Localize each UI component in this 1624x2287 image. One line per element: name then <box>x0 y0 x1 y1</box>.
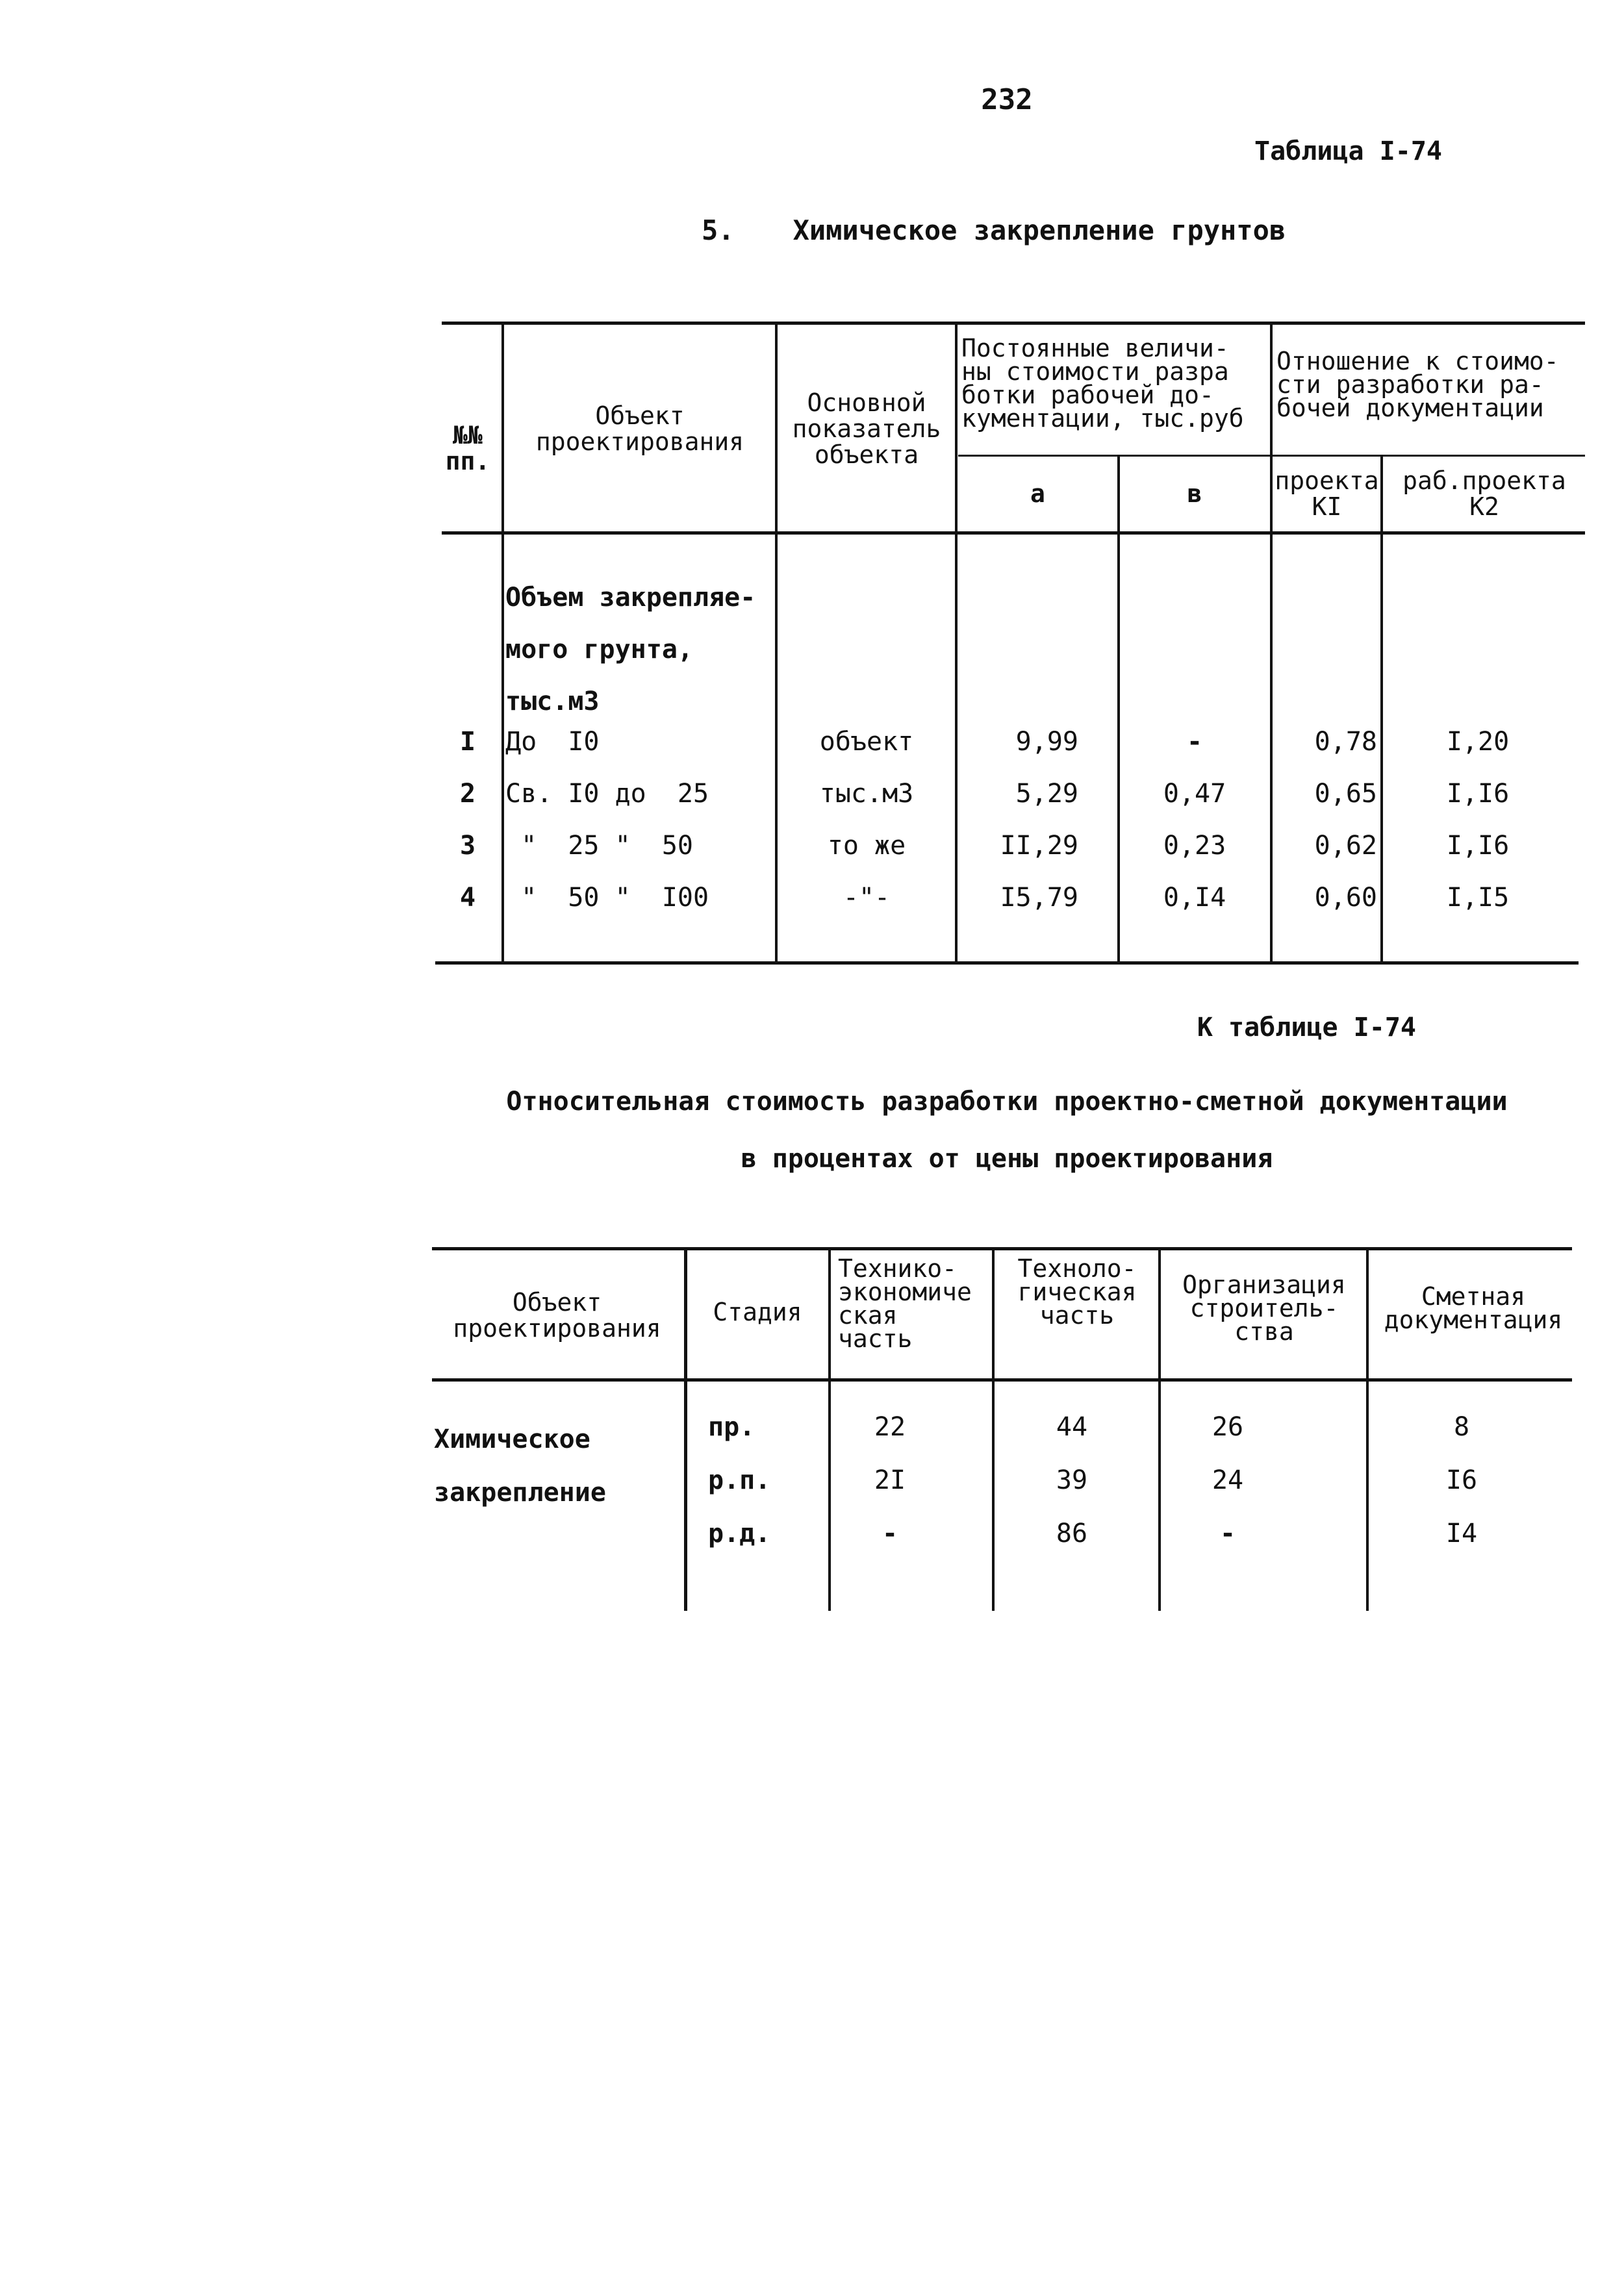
row-technological: 39 <box>1056 1465 1088 1495</box>
row-b: 0,23 <box>1163 831 1226 861</box>
row-construction: 24 <box>1212 1465 1244 1495</box>
table2-col-divider <box>684 1247 687 1611</box>
row-k1: 0,62 <box>1314 831 1377 861</box>
row-number: 2 <box>459 779 476 809</box>
row-technological: 44 <box>1056 1412 1088 1442</box>
header-construction: Организация строитель- ства <box>1182 1270 1346 1346</box>
row-estimate: I4 <box>1445 1519 1478 1548</box>
appendix-reference: К таблице I-74 <box>1197 1013 1416 1042</box>
row-indicator: -"- <box>843 883 891 913</box>
row-number: 4 <box>459 883 476 913</box>
page-number: 232 <box>981 83 1033 116</box>
table2-col-divider <box>828 1247 831 1611</box>
header-object: Объект проектирования <box>453 1288 661 1343</box>
row-technological: 86 <box>1056 1519 1088 1548</box>
section-title <box>702 214 1351 246</box>
row-a: 5,29 <box>1015 779 1078 809</box>
row-number: 3 <box>459 831 476 861</box>
row-k2: I,I5 <box>1446 883 1510 913</box>
table1-col-divider <box>501 322 504 963</box>
row-object: " 50 " I00 <box>505 883 709 913</box>
header-estimate: Сметная документация <box>1384 1282 1563 1334</box>
row-k2: I,I6 <box>1446 831 1510 861</box>
header-a: а <box>1030 479 1045 508</box>
table2-top-rule <box>432 1247 1572 1250</box>
row-b: - <box>1186 727 1203 757</box>
header-indicator: Основной показатель объекта <box>792 388 941 469</box>
group-label-volume: Объем закрепляе- мого грунта, тыс.м3 <box>505 583 756 716</box>
header-number: №№ пп. <box>445 421 490 475</box>
header-k2: раб.проекта K2 <box>1402 466 1566 521</box>
row-k2: I,I6 <box>1446 779 1510 809</box>
row-stage: р.д. <box>708 1519 771 1548</box>
row-a: I5,79 <box>1000 883 1078 913</box>
row-b: 0,I4 <box>1163 883 1226 913</box>
header-object: Объект проектирования <box>535 401 744 456</box>
header-technological: Техноло- гическая часть <box>1017 1254 1137 1330</box>
row-tech-econ: 2I <box>874 1465 906 1495</box>
table1-header-bottom-rule <box>442 531 1585 535</box>
row-object: " 25 " 50 <box>505 831 693 861</box>
row-object: До I0 <box>505 727 600 757</box>
header-constants: Постоянные величи- ны стоимости разра ботки рабочей до- кументации, тыс.руб <box>961 334 1244 433</box>
table2-col-divider <box>1158 1247 1161 1611</box>
row-estimate: I6 <box>1445 1465 1478 1495</box>
table2-col-divider <box>1366 1247 1369 1611</box>
header-ratio: Отношение к стоимо- сти разработки ра- бочей документации <box>1276 347 1559 422</box>
row-k1: 0,65 <box>1314 779 1377 809</box>
table2-col-divider <box>992 1247 995 1611</box>
table1-col-divider <box>955 322 958 963</box>
header-tech-econ: Технико- экономиче ская часть <box>838 1254 972 1353</box>
table1-col-divider <box>1270 322 1273 963</box>
row-construction: 26 <box>1212 1412 1244 1442</box>
row-indicator: объект <box>819 727 914 757</box>
table1-top-rule <box>442 322 1585 325</box>
row-number: I <box>459 727 476 757</box>
row-b: 0,47 <box>1163 779 1226 809</box>
row-estimate: 8 <box>1453 1412 1470 1442</box>
row-tech-econ: 22 <box>874 1412 906 1442</box>
table1-bottom-rule <box>435 961 1579 965</box>
header-k1: проекта KI <box>1275 466 1379 521</box>
section-number: 5. <box>702 214 735 246</box>
row-a: II,29 <box>1000 831 1078 861</box>
row-k2: I,20 <box>1446 727 1510 757</box>
header-stage: Стадия <box>713 1298 802 1326</box>
section-title-text: Химическое закрепление грунтов <box>793 214 1286 246</box>
row-tech-econ: - <box>882 1519 898 1548</box>
row-a: 9,99 <box>1015 727 1078 757</box>
row-indicator: тыс.м3 <box>819 779 914 809</box>
row-indicator: то же <box>827 831 906 861</box>
object-chemical-consolidation: Химическое закрепление <box>434 1424 606 1508</box>
header-b: в <box>1187 479 1202 508</box>
appendix-title-line1: Относительная стоимость разработки проектно-сметной документации <box>506 1087 1508 1117</box>
row-construction: - <box>1219 1519 1236 1548</box>
row-object: Св. I0 до 25 <box>505 779 709 809</box>
row-stage: р.п. <box>708 1465 771 1495</box>
row-k1: 0,78 <box>1314 727 1377 757</box>
table2-header-bottom-rule <box>432 1378 1572 1382</box>
row-k1: 0,60 <box>1314 883 1377 913</box>
row-stage: пр. <box>708 1412 755 1442</box>
table-label: Таблица I-74 <box>1254 136 1442 166</box>
appendix-title-line2: в процентах от цены проектирования <box>741 1144 1273 1174</box>
table1-col-divider <box>1380 455 1383 963</box>
